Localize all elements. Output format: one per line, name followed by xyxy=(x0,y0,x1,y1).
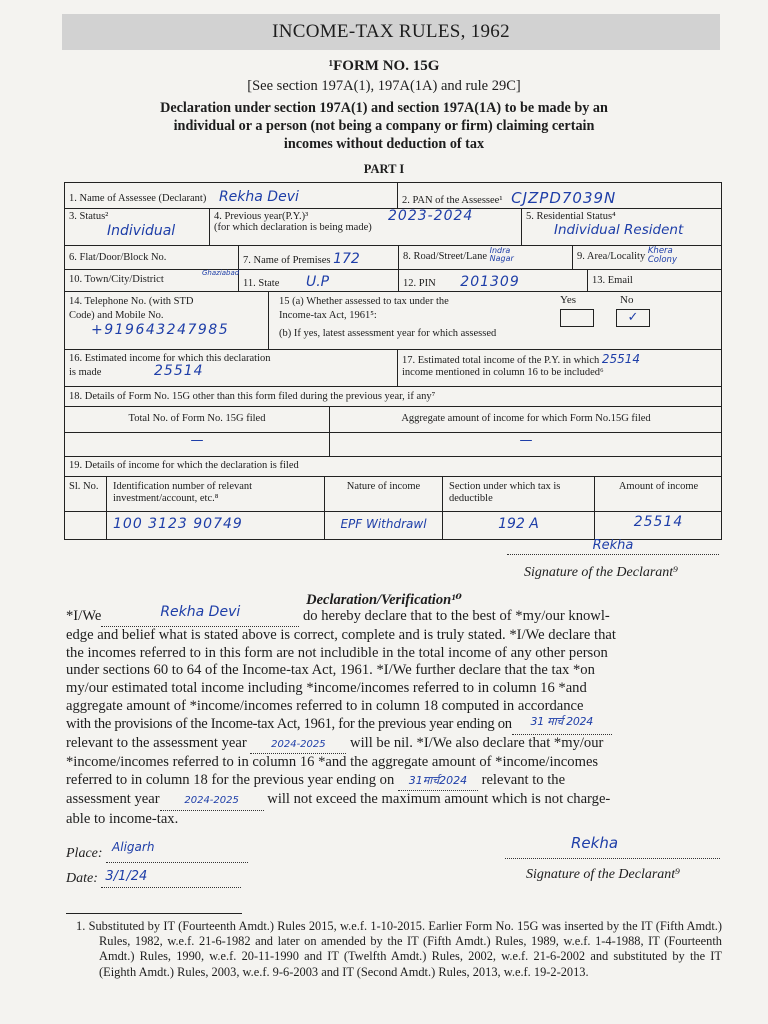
date-label: Date: xyxy=(66,871,98,886)
field-10 xyxy=(65,269,239,291)
field-16-sublabel: is made xyxy=(69,367,102,378)
signature-line-2[interactable] xyxy=(505,834,720,859)
signature-caption-2: Signature of the Declarant⁹ xyxy=(526,867,681,882)
field-17-label: 17. Estimated total income of the P.Y. in which xyxy=(402,355,600,366)
col-amount: Amount of income xyxy=(618,481,699,492)
field-11-value[interactable]: U.P xyxy=(305,274,330,290)
decl-line-6: aggregate amount of *income/incomes referred to in column 18 computed in accordance xyxy=(66,697,584,714)
rules-banner: INCOME-TAX RULES, 1962 xyxy=(62,14,720,50)
field-1 xyxy=(65,183,398,208)
signature-line-1[interactable] xyxy=(507,540,719,555)
field-7-label: 7. Name of Premises xyxy=(243,255,331,266)
yes-label: Yes xyxy=(560,294,577,306)
field-3 xyxy=(65,208,210,245)
field-10-label: 10. Town/City/District xyxy=(69,274,164,285)
form-number: ¹FORM NO. 15G xyxy=(328,58,440,74)
row-identification[interactable]: 100 3123 90749 xyxy=(107,511,325,539)
field-13-label: 13. Email xyxy=(592,275,633,286)
field-15 xyxy=(269,291,722,349)
field-10-value[interactable]: Ghaziabad xyxy=(202,269,240,277)
decl-line-5: my/our estimated total income including *income/incomes referred to in column 16 *and xyxy=(66,680,587,697)
footnote-rule xyxy=(66,913,242,914)
field-18-headers xyxy=(65,407,722,433)
field-12 xyxy=(399,269,588,291)
row-2 xyxy=(65,208,722,246)
field-19-label: 19. Details of income for which the declaration is filed xyxy=(65,456,722,477)
field-8-label: 8. Road/Street/Lane xyxy=(403,251,487,262)
field-15b-label: (b) If yes, latest assessment year for which assessed xyxy=(279,328,497,339)
no-checkbox[interactable] xyxy=(616,309,650,327)
col-section: Section under which tax is deductible xyxy=(443,477,595,511)
field-4-label: 4. Previous year(P.Y.)³ xyxy=(214,211,309,222)
field-13 xyxy=(588,269,722,291)
row-nature[interactable]: EPF Withdrawl xyxy=(325,511,443,539)
decl-line-12: able to income-tax. xyxy=(66,810,179,827)
col-sl-no: Sl. No. xyxy=(65,477,107,511)
field-1-value[interactable]: Rekha Devi xyxy=(218,189,299,205)
decl-line-8a: relevant to the assessment year xyxy=(66,734,247,751)
field-3-value[interactable]: Individual xyxy=(107,223,176,239)
part-heading: PART I xyxy=(363,162,405,176)
field-4-value[interactable]: 2023-2024 xyxy=(388,208,474,224)
ay-fill-2[interactable]: 2024-2025 xyxy=(160,791,264,811)
decl-line-10b: relevant to the xyxy=(481,772,566,789)
field-4 xyxy=(210,208,522,245)
field-9-value[interactable]: Khera Colony xyxy=(647,246,677,265)
date-field xyxy=(66,871,241,888)
decl-line-10a: referred to in column 18 for the previous year ending on xyxy=(66,772,395,789)
py-end-fill-2[interactable]: 31मार्च2024 xyxy=(398,772,478,791)
footnote-text: 1. Substituted by IT (Fourteenth Amdt.) Rules 2015, w.e.f. 1-10-2015. Earlier Form No. 15G was inserted by the IT (Fifth Amdt.) Rules, 1982, w.e.f. 21-6-1982 and later on amended by the IT (Fifth Amdt.) Rules, 1989, w.e.f. 1-4-1988, IT (Fourteenth Amdt.) Rules, 1990, w.e.f. 20-11-1990 and IT (Twelfth Amdt.) Rules, 2002, w.e.f. 21-6-2002 and substituted by the IT (Eighth Amdt.) Rules, 2003, w.e.f. 9-6-2003 and IT (Second Amdt.) Rules, 2013, w.e.f. 19-2-2013. xyxy=(76,919,722,979)
date-fill[interactable]: 3/1/24 xyxy=(101,871,241,888)
py-end-fill[interactable]: 31 मार्च 2024 xyxy=(512,716,612,735)
field-1-label: 1. Name of Assessee (Declarant) xyxy=(69,193,207,204)
col-identification: Identification number of relevant investment/account, etc.⁸ xyxy=(107,477,325,511)
form-grid xyxy=(64,182,722,540)
place-fill[interactable]: Aligarh xyxy=(106,846,248,863)
no-check-mark: ✓ xyxy=(627,310,639,325)
no-label: No xyxy=(620,294,634,306)
signature-1: Rekha xyxy=(592,538,634,553)
decl-line-4: under sections 60 to 64 of the Income-tax Act, 1961. *I/We further declare that the tax *on xyxy=(66,662,595,679)
field-14 xyxy=(65,291,269,349)
field-18-values xyxy=(65,432,722,457)
decl-line-11b: will not exceed the maximum amount which is not charge- xyxy=(267,790,611,807)
place-label: Place: xyxy=(66,846,103,861)
decl-name-fill[interactable]: Rekha Devi xyxy=(101,608,299,627)
field-19-headers xyxy=(65,477,722,512)
yes-checkbox[interactable] xyxy=(560,309,594,327)
field-6-label: 6. Flat/Door/Block No. xyxy=(69,252,167,263)
field-12-value[interactable]: 201309 xyxy=(460,274,520,290)
decl-line-11a: assessment year xyxy=(66,790,160,807)
signature-caption-1: Signature of the Declarant⁹ xyxy=(524,565,679,580)
field-9-label: 9. Area/Locality xyxy=(577,251,646,262)
decl-line-1: do hereby declare that to the best of *my/our knowl- xyxy=(302,608,610,624)
field-18-col1-header: Total No. of Form No. 15G filed xyxy=(65,407,330,432)
field-11 xyxy=(239,269,399,291)
decl-line-9: *income/incomes referred to in column 16 *and the aggregate amount of *income/incomes xyxy=(66,754,599,771)
field-17 xyxy=(398,349,722,386)
field-7-value[interactable]: 172 xyxy=(333,251,360,267)
field-6 xyxy=(65,245,239,269)
decl-i-we: *I/We xyxy=(66,608,102,624)
row-amount[interactable]: 25514 xyxy=(633,514,684,530)
ay-fill-1[interactable]: 2024-2025 xyxy=(250,735,346,755)
field-18-col2-header: Aggregate amount of income for which Form No.15G filed xyxy=(401,413,651,424)
field-7 xyxy=(239,245,399,269)
field-5-label: 5. Residential Status⁴ xyxy=(526,211,616,222)
field-18-val2[interactable]: — xyxy=(519,433,533,448)
field-17-value[interactable]: 25514 xyxy=(601,352,641,366)
row-1 xyxy=(65,183,722,209)
row-sl-no[interactable] xyxy=(65,511,107,539)
field-14-sublabel: Code) and Mobile No. xyxy=(69,310,164,321)
field-8-value[interactable]: Indra Nagar xyxy=(489,246,514,263)
field-16-value[interactable]: 25514 xyxy=(154,363,204,379)
row-6 xyxy=(65,349,722,387)
decl-line-2: edge and belief what is stated above is correct, complete and is truly stated. *I/We declare that xyxy=(66,626,616,643)
field-9 xyxy=(573,245,722,269)
row-4 xyxy=(65,269,722,292)
declaration-text xyxy=(66,604,722,829)
field-5-value[interactable]: Individual Resident xyxy=(554,222,684,238)
field-18-label: 18. Details of Form No. 15G other than this form filed during the previous year, if any⁷ xyxy=(65,386,722,407)
col-nature: Nature of income xyxy=(325,477,443,511)
field-8 xyxy=(399,245,573,269)
field-14-label: 14. Telephone No. (with STD xyxy=(69,296,194,307)
field-5 xyxy=(522,208,722,245)
field-15a-sublabel: Income-tax Act, 1961⁵: xyxy=(279,310,377,321)
row-3 xyxy=(65,245,722,270)
decl-line-8b: will be nil. *I/We also declare that *my/our xyxy=(350,734,604,751)
field-2-label: 2. PAN of the Assessee¹ xyxy=(402,195,503,206)
field-11-label: 11. State xyxy=(243,278,280,289)
field-4-sublabel: (for which declaration is being made) xyxy=(214,222,372,233)
field-16 xyxy=(65,349,398,386)
row-5 xyxy=(65,291,722,350)
field-3-label: 3. Status² xyxy=(69,211,109,222)
field-2-value[interactable]: CJZPD7039N xyxy=(511,189,617,207)
field-2 xyxy=(398,183,722,208)
decl-line-7: with the provisions of the Income-tax Act, 1961, for the previous year ending on xyxy=(66,715,512,732)
field-12-label: 12. PIN xyxy=(403,278,436,289)
decl-line-3: the incomes referred to in this form are not includible in the total income of any other person xyxy=(66,644,608,661)
place-field xyxy=(66,840,248,863)
field-16-label: 16. Estimated income for which this declaration xyxy=(69,353,271,364)
field-15a-label: 15 (a) Whether assessed to tax under the xyxy=(279,296,449,307)
field-19-row xyxy=(65,511,722,539)
see-section: [See section 197A(1), 197A(1A) and rule 29C] xyxy=(247,78,521,94)
declaration-heading: Declaration/Verification¹⁰ xyxy=(306,592,462,608)
form-title: Declaration under section 197A(1) and section 197A(1A) to be made by an individual or a person (not being a company or firm) claiming certain incomes without deduction of tax xyxy=(160,100,608,152)
field-17-sublabel: income mentioned in column 16 to be included⁶ xyxy=(402,367,604,378)
row-section[interactable]: 192 A xyxy=(443,511,595,539)
field-18-val1[interactable]: — xyxy=(65,432,330,456)
field-14-value[interactable]: +919643247985 xyxy=(91,322,230,338)
signature-2: Rekha xyxy=(571,834,619,852)
